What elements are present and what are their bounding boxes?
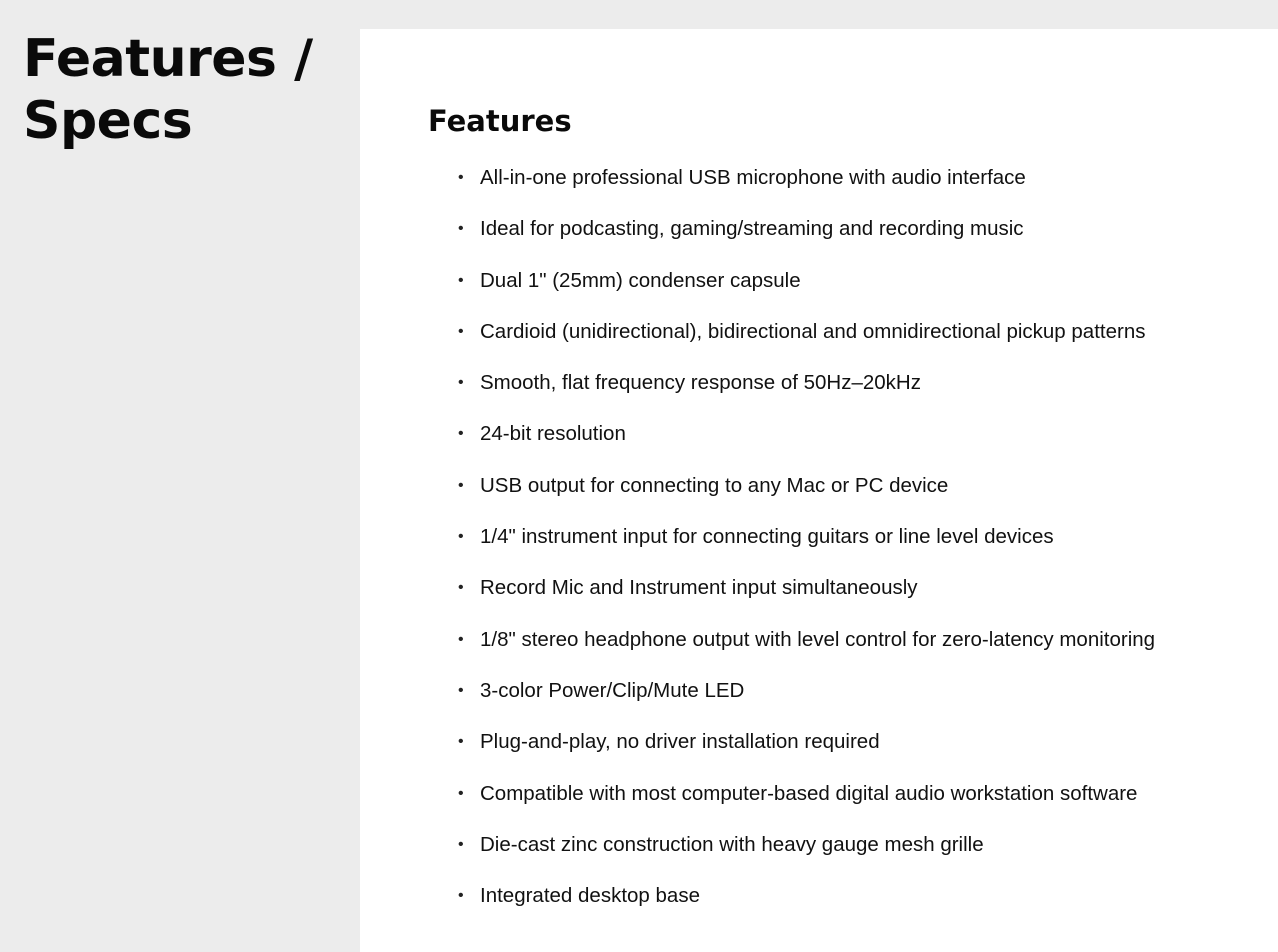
left-sidebar bbox=[0, 0, 360, 952]
bullet-icon: • bbox=[458, 630, 464, 648]
bullet-icon: • bbox=[458, 169, 464, 186]
bullet-icon: • bbox=[458, 220, 464, 238]
feature-text: Plug-and-play, no driver installation required bbox=[480, 730, 880, 754]
feature-text: Compatible with most computer-based digital audio workstation software bbox=[480, 781, 1138, 805]
features-panel bbox=[360, 29, 1278, 952]
feature-text: Dual 1" (25mm) condenser capsule bbox=[480, 268, 801, 292]
feature-text: Ideal for podcasting, gaming/streaming and recording music bbox=[480, 217, 1024, 241]
feature-text: 3-color Power/Clip/Mute LED bbox=[480, 678, 745, 702]
features-heading: Features bbox=[428, 104, 572, 138]
bullet-icon: • bbox=[458, 425, 464, 443]
feature-text: USB output for connecting to any Mac or PC device bbox=[480, 473, 949, 497]
page-title: Features / Specs bbox=[23, 29, 313, 151]
feature-text: 1/8" stereo headphone output with level control for zero-latency monitoring bbox=[480, 627, 1156, 651]
bullet-icon: • bbox=[458, 528, 464, 546]
bullet-icon: • bbox=[458, 784, 464, 802]
feature-text: Die-cast zinc construction with heavy gauge mesh grille bbox=[480, 832, 984, 856]
feature-text: All-in-one professional USB microphone with audio interface bbox=[480, 166, 1026, 189]
bullet-icon: • bbox=[458, 681, 464, 699]
feature-text: Record Mic and Instrument input simultaneously bbox=[480, 576, 918, 600]
bullet-icon: • bbox=[458, 476, 464, 494]
bullet-icon: • bbox=[458, 271, 464, 289]
feature-text: Cardioid (unidirectional), bidirectional and omnidirectional pickup patterns bbox=[480, 319, 1146, 343]
bullet-icon: • bbox=[458, 579, 464, 597]
feature-text: 24-bit resolution bbox=[480, 422, 626, 446]
bullet-icon: • bbox=[458, 322, 464, 340]
bullet-icon: • bbox=[458, 835, 464, 853]
feature-text: Integrated desktop base bbox=[480, 884, 700, 908]
bullet-icon: • bbox=[458, 374, 464, 392]
bullet-icon: • bbox=[458, 733, 464, 751]
feature-text: Smooth, flat frequency response of 50Hz–20kHz bbox=[480, 371, 921, 395]
bullet-icon: • bbox=[458, 887, 464, 905]
feature-text: 1/4" instrument input for connecting guitars or line level devices bbox=[480, 525, 1054, 549]
